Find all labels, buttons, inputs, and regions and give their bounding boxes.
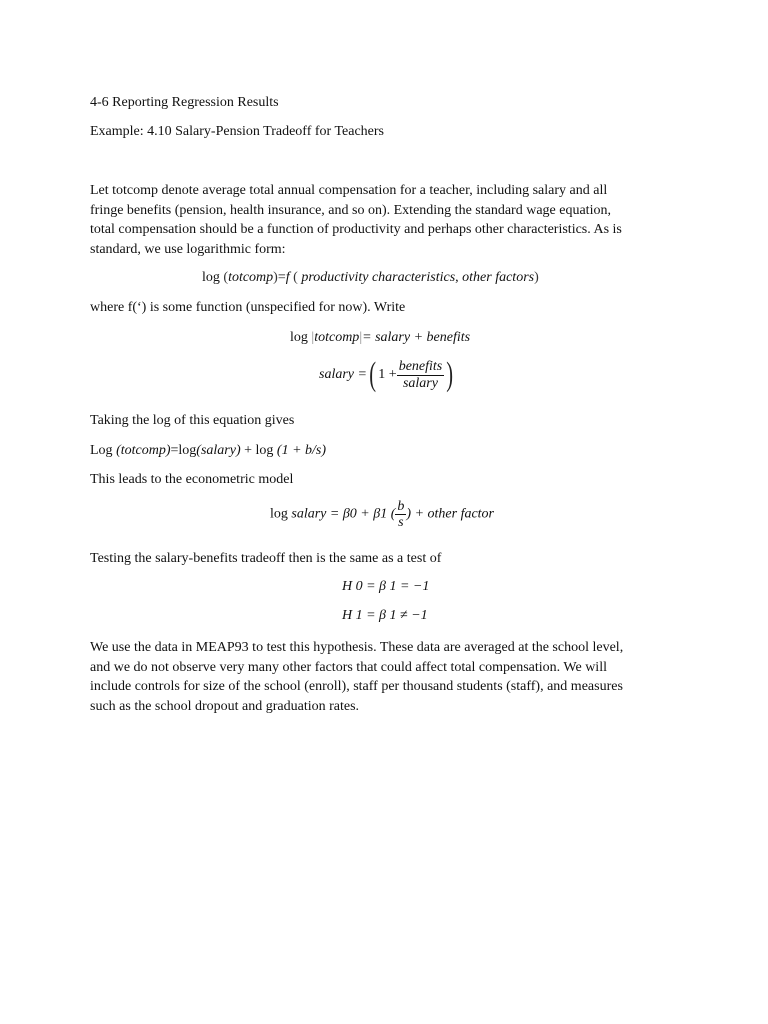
eq1-equals: =: [277, 270, 286, 285]
intro-line: fringe benefits (pension, health insurance, and so on). Extending the standard wage equation,: [90, 202, 611, 218]
intro-line: Let totcomp denote average total annual compensation for a teacher, including salary and all: [90, 183, 608, 198]
alternative-hypothesis: H 1 = β 1 ≠ −1: [342, 608, 428, 623]
intro-paragraph: [90, 181, 670, 259]
log-line-part: Log: [90, 443, 117, 458]
eq2-arg: totcomp: [314, 330, 360, 345]
eq3-denominator: salary: [402, 375, 438, 391]
log-identity-line: [90, 442, 326, 460]
eq1-log: log: [202, 270, 220, 285]
testing-text: Testing the salary-benefits tradeoff then is the same as a test of: [90, 551, 442, 566]
closing-line: and we do not observe very many other factors that could affect total compensation. We will: [90, 659, 607, 675]
eq3-numerator: benefits: [398, 358, 443, 374]
eq2-log: log: [290, 330, 308, 345]
eq3-fraction: [397, 359, 445, 392]
equation-totcomp-function: log (totcomp)=f ( productivity characteristics, other factors): [202, 270, 539, 285]
eq1-f: f: [285, 270, 290, 285]
closing-line: We use the data in MEAP93 to test this hypothesis. These data are averaged at the school level,: [90, 640, 624, 655]
closing-line: such as the school dropout and graduation rates.: [90, 698, 360, 714]
eq4-log: log: [270, 506, 288, 522]
intro-line: total compensation should be a function of productivity and perhaps other characteristics. As is: [90, 222, 622, 237]
eq1-arg: totcomp: [228, 270, 274, 285]
eq3-lhs: salary =: [319, 367, 367, 382]
eq4-fraction: [395, 499, 406, 530]
log-line-part: + log: [240, 443, 277, 458]
eq4-numerator: b: [397, 499, 405, 514]
leads-text: This leads to the econometric model: [90, 472, 294, 487]
equation-econometric-model: [270, 499, 494, 530]
eq1-comma: ,: [455, 270, 459, 285]
eq2-rhs: = salary + benefits: [362, 330, 471, 345]
log-line-part: (salary): [196, 443, 241, 458]
eq1-inner: productivity characteristics: [301, 270, 456, 285]
null-hypothesis: H 0 = β 1 = −1: [342, 579, 430, 594]
eq4-lhs: salary = β0 + β1 (: [291, 506, 396, 522]
taking-log-text: Taking the log of this equation gives: [90, 413, 295, 428]
eq4-rhs: ) + other factor: [406, 506, 495, 522]
intro-line: standard, we use logarithmic form:: [90, 241, 286, 257]
closing-line: include controls for size of the school (enroll), staff per thousand students (staff), and measures: [90, 679, 623, 694]
eq3-one-plus: 1 +: [378, 367, 397, 382]
section-heading: 4-6 Reporting Regression Results: [90, 95, 279, 110]
log-line-part: (1 + b/s): [276, 443, 327, 458]
equation-log-totcomp: log |totcomp|= salary + benefits: [290, 330, 471, 345]
equation-salary-fraction: salary =( 1 + $\frac{\text{benefits}}{\text{salary}}$ ): [319, 356, 454, 393]
where-text: where f(‘) is some function (unspecified for now). Write: [90, 300, 406, 315]
eq1-inner2: other factors: [462, 270, 535, 285]
log-line-part: =log: [170, 443, 197, 458]
eq4-denominator: s: [398, 515, 404, 530]
example-title: Example: 4.10 Salary-Pension Tradeoff for Teachers: [90, 124, 384, 139]
log-line-part: (totcomp): [116, 443, 171, 458]
closing-paragraph: [90, 638, 670, 716]
